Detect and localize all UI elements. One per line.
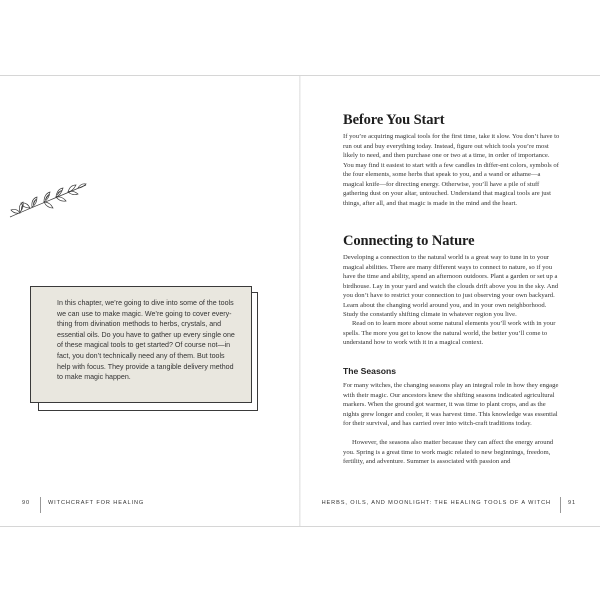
paragraph-before-you-start: If you’re acquiring magical tools for the first time, take it slow. You don’t have to run out and buy everything today. Instead, figure out which tools you’re most likely to need, and then purchase one or two at a time, in order of importance. You may find it easiest to start with a few candles in differ-ent colors, symbols of the four elements, some herbs that speak to you, and a wand or athame—a magical knife—for directing energy. Otherwise, you’ll have a pile of stuff gathering dust on your altar, untouched. Understand that magical tools are just things, after all, and that magic is made in the mind and the heart.	[343, 133, 560, 207]
paragraph-connecting-2: Read on to learn more about some natural elements you’ll work with in your spells. The more you get to know the natural world, the better you’ll come to understand how to work with it in a magical context.	[343, 320, 556, 347]
paragraph-seasons-2: However, the seasons also matter because they can affect the energy around you. Spring is a great time to work magic related to new beginnings, freedom, fertility, and adventure. Summer is associated with passion and	[343, 439, 554, 466]
callout-box	[30, 286, 252, 403]
leafy-branch-icon	[8, 179, 88, 219]
subheading-the-seasons: The Seasons	[343, 366, 397, 376]
callout-text: In this chapter, we’re going to dive into some of the tools we can use to make magic. We’re going to cover every-thing from divination methods to herbs, crystals, and essential oils. Do you have to gather up every single one of these magical tools to get started? Of course not—in fact, you don’t technically need any of them. But tools help with focus. They provide a tangible delivery method to make magic happen.	[57, 299, 235, 382]
footer-divider-left	[40, 497, 41, 513]
running-title-right: HERBS, OILS, AND MOONLIGHT: THE HEALING TOOLS OF A WITCH	[321, 500, 551, 506]
running-title-left: WITCHCRAFT FOR HEALING	[48, 500, 145, 506]
heading-connecting-to-nature: Connecting to Nature	[343, 233, 475, 249]
right-page	[301, 76, 600, 526]
footer-divider-right	[560, 497, 561, 513]
book-spread	[0, 75, 600, 527]
left-page	[0, 76, 299, 526]
page-number-left: 90	[22, 500, 31, 506]
paragraph-connecting-1: Developing a connection to the natural world is a great way to tune in to your magical abilities. There are many different ways to connect to nature, so if you have the time and ability, spend an afternoon outdoors. Plant a garden or set up a birdhouse. Lay in your yard and watch the clouds drift above you in the sky. And you don’t have to restrict your connection to just observing your own backyard. Learn about the changing world around you, and in your own neighborhood. Study the constantly shifting climate in whatever region you live.	[343, 254, 559, 319]
paragraph-seasons-1: For many witches, the changing seasons play an integral role in how they engage with their magic. Our ancestors knew the shifting seasons indicated agricultural markers. When the ground got warmer, it was time to plant crops, and as the nights grew longer and cooler, it was harvest time. This knowledge was essential for their survival, and has carried over into witch-craft traditions today.	[343, 382, 559, 428]
heading-before-you-start: Before You Start	[343, 112, 445, 128]
page-number-right: 91	[568, 500, 577, 506]
